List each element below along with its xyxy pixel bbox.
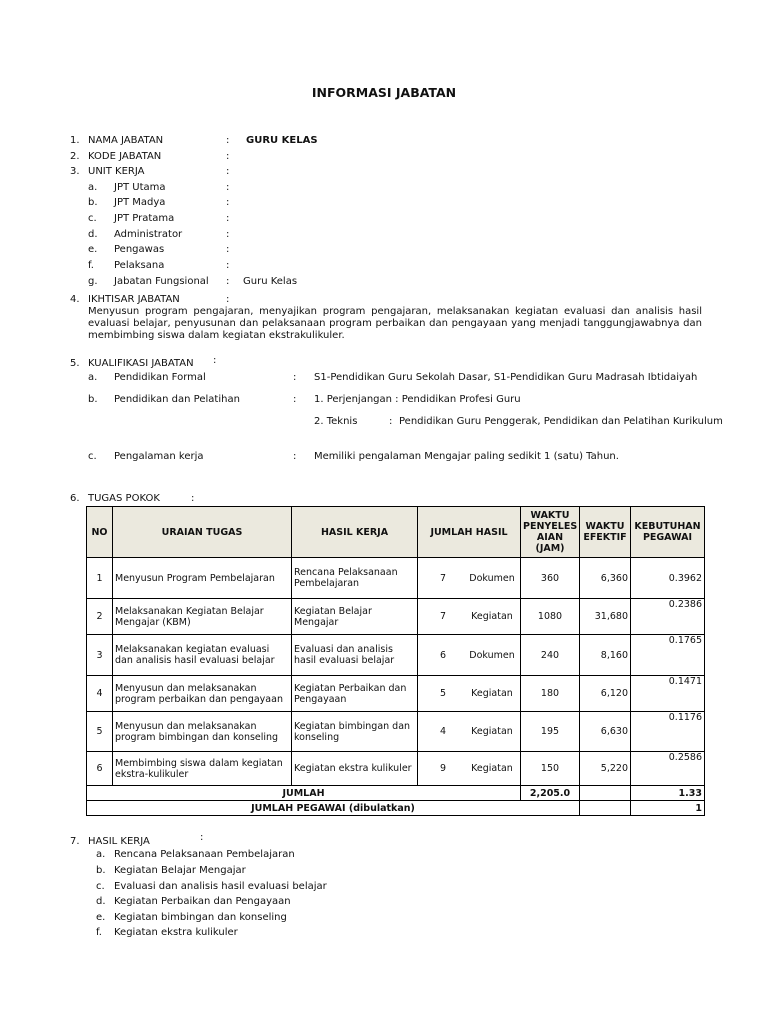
row-kebutuhan: 0.1471: [631, 676, 705, 712]
jumlah-efektif-empty: [580, 786, 631, 801]
row-jumlah: 7: [439, 572, 447, 584]
row-no: 2: [87, 599, 113, 635]
teknis-value: Pendidikan Guru Penggerak, Pendidikan dan Pelatihan Kurikulum: [399, 416, 723, 427]
item-colon: :: [226, 213, 230, 224]
item-label: Administrator: [114, 229, 183, 240]
row-jumlah: 9: [439, 763, 447, 774]
row-kebutuhan: 0.1765: [631, 635, 705, 676]
row-hasil: Kegiatan bimbingan dan konseling: [292, 712, 418, 752]
row-satuan: Dokumen: [469, 649, 515, 661]
hasil-kerja-item: Rencana Pelaksanaan Pembelajaran: [114, 849, 295, 860]
row-efektif: 6,360: [580, 558, 631, 599]
jumlah-pegawai-row: [87, 801, 705, 816]
header-uraian-tugas: URAIAN TUGAS: [113, 507, 292, 558]
item-colon: :: [293, 451, 297, 462]
item-letter: c.: [88, 451, 97, 462]
row-uraian: Menyusun dan melaksanakan program perbaikan dan pengayaan: [113, 676, 292, 712]
row-waktu: 1080: [521, 599, 580, 635]
item-letter: b.: [88, 394, 98, 405]
row-uraian: Menyusun dan melaksanakan program bimbingan dan konseling: [113, 712, 292, 752]
table-row: [87, 558, 705, 599]
row-satuan: Kegiatan: [471, 763, 513, 774]
row-satuan: Kegiatan: [471, 726, 513, 737]
row-satuan: Kegiatan: [471, 688, 513, 699]
tugas-pokok-table: [86, 506, 705, 816]
item-number: 3.: [70, 166, 80, 177]
header-hasil-kerja: HASIL KERJA: [292, 507, 418, 558]
row-waktu: 150: [521, 752, 580, 786]
header-waktu-efektif: WAKTU EFEKTIF: [580, 507, 631, 558]
item-colon: :: [226, 260, 230, 271]
item-letter: e.: [96, 912, 106, 923]
jumlah-pegawai-value: 1: [631, 801, 705, 816]
row-satuan: Dokumen: [469, 572, 515, 584]
table-row: [87, 712, 705, 752]
item-label: Jabatan Fungsional: [114, 276, 209, 287]
teknis-label: 2. Teknis: [314, 416, 358, 427]
item-label: JPT Madya: [114, 197, 166, 208]
section-colon: :: [226, 294, 230, 305]
hasil-kerja-item: Kegiatan ekstra kulikuler: [114, 927, 238, 938]
row-efektif: 5,220: [580, 752, 631, 786]
jumlah-pegawai-label: JUMLAH PEGAWAI (dibulatkan): [87, 801, 580, 816]
item-letter: b.: [88, 197, 98, 208]
row-jumlah-cell: [418, 558, 521, 599]
pendidikan-formal-value: S1-Pendidikan Guru Sekolah Dasar, S1-Pendidikan Guru Madrasah Ibtidaiyah: [314, 372, 698, 383]
item-letter: a.: [88, 182, 98, 193]
section-number: 6.: [70, 493, 80, 504]
item-colon: :: [226, 166, 230, 177]
hasil-kerja-item: Kegiatan Belajar Mengajar: [114, 865, 246, 876]
section-colon: :: [213, 355, 217, 366]
header-waktu-penyelesaian: WAKTU PENYELES AIAN (JAM): [521, 507, 580, 558]
row-hasil: Kegiatan ekstra kulikuler: [292, 752, 418, 786]
row-waktu: 180: [521, 676, 580, 712]
item-colon: :: [226, 151, 230, 162]
item-colon: :: [293, 394, 297, 405]
item-label: NAMA JABATAN: [88, 135, 164, 146]
row-hasil: Rencana Pelaksanaan Pembelajaran: [292, 558, 418, 599]
jumlah-label: JUMLAH: [87, 786, 521, 801]
item-colon: :: [226, 229, 230, 240]
jumlah-pegawai-empty: [580, 801, 631, 816]
jumlah-row: [87, 786, 705, 801]
item-letter: g.: [88, 276, 98, 287]
item-label: UNIT KERJA: [88, 166, 145, 177]
pengalaman-kerja-label: Pengalaman kerja: [114, 451, 204, 462]
section-label: HASIL KERJA: [88, 836, 150, 847]
row-uraian: Menyusun Program Pembelajaran: [113, 558, 292, 599]
ikhtisar-text: Menyusun program pengajaran, menyajikan program pengajaran, melaksanakan kegiatan evaluasi dan analisis hasil evaluasi belajar, penyusunan dan pelaksanaan program perbaikan dan pengayaan yang menjadi tanggungjawabnya dan membimbing siswa dalam kegiatan ekstrakulikuler.: [88, 306, 702, 341]
jumlah-waktu: 2,205.0: [521, 786, 580, 801]
item-label: Pelaksana: [114, 260, 165, 271]
section-colon: :: [191, 493, 195, 504]
section-label: TUGAS POKOK: [88, 493, 160, 504]
row-hasil: Kegiatan Perbaikan dan Pengayaan: [292, 676, 418, 712]
row-no: 3: [87, 635, 113, 676]
row-uraian: Membimbing siswa dalam kegiatan ekstra-kulikuler: [113, 752, 292, 786]
row-jumlah: 5: [439, 688, 447, 699]
pendidikan-formal-label: Pendidikan Formal: [114, 372, 206, 383]
row-uraian: Melaksanakan kegiatan evaluasi dan analisis hasil evaluasi belajar: [113, 635, 292, 676]
row-jumlah-cell: [418, 752, 521, 786]
row-hasil: Evaluasi dan analisis hasil evaluasi belajar: [292, 635, 418, 676]
perjenjangan-value: 1. Perjenjangan : Pendidikan Profesi Guru: [314, 394, 521, 405]
row-jumlah-cell: [418, 712, 521, 752]
pengalaman-kerja-value: Memiliki pengalaman Mengajar paling sedikit 1 (satu) Tahun.: [314, 451, 619, 462]
row-no: 5: [87, 712, 113, 752]
item-letter: a.: [96, 849, 106, 860]
row-no: 4: [87, 676, 113, 712]
section-label: KUALIFIKASI JABATAN: [88, 358, 194, 369]
item-label: JPT Utama: [114, 182, 166, 193]
section-number: 7.: [70, 836, 80, 847]
row-kebutuhan: 0.3962: [631, 558, 705, 599]
row-no: 6: [87, 752, 113, 786]
item-colon: :: [226, 244, 230, 255]
item-colon: :: [226, 182, 230, 193]
table-header-row: [87, 507, 705, 558]
row-waktu: 360: [521, 558, 580, 599]
item-letter: e.: [88, 244, 98, 255]
row-waktu: 195: [521, 712, 580, 752]
item-letter: c.: [96, 881, 105, 892]
item-letter: d.: [96, 896, 106, 907]
item-colon: :: [226, 135, 230, 146]
row-jumlah: 4: [439, 726, 447, 737]
row-kebutuhan: 0.2586: [631, 752, 705, 786]
row-efektif: 6,120: [580, 676, 631, 712]
table-row: [87, 599, 705, 635]
row-efektif: 31,680: [580, 599, 631, 635]
row-satuan: Kegiatan: [471, 611, 513, 622]
item-label: JPT Pratama: [114, 213, 175, 224]
row-efektif: 8,160: [580, 635, 631, 676]
item-number: 1.: [70, 135, 80, 146]
item-colon: :: [293, 372, 297, 383]
item-letter: f.: [96, 927, 102, 938]
pendidikan-pelatihan-label: Pendidikan dan Pelatihan: [114, 394, 240, 405]
table-row: [87, 752, 705, 786]
item-label: Pengawas: [114, 244, 165, 255]
item-letter: f.: [88, 260, 94, 271]
hasil-kerja-item: Kegiatan Perbaikan dan Pengayaan: [114, 896, 291, 907]
item-letter: d.: [88, 229, 98, 240]
item-value: Guru Kelas: [243, 276, 298, 287]
item-label: KODE JABATAN: [88, 151, 162, 162]
row-uraian: Melaksanakan Kegiatan Belajar Mengajar (KBM): [113, 599, 292, 635]
item-colon: :: [226, 197, 230, 208]
item-value: GURU KELAS: [246, 135, 318, 146]
jumlah-kebutuhan: 1.33: [631, 786, 705, 801]
item-colon: :: [226, 276, 230, 287]
section-colon: :: [200, 832, 204, 843]
row-efektif: 6,630: [580, 712, 631, 752]
row-kebutuhan: 0.1176: [631, 712, 705, 752]
row-jumlah-cell: [418, 635, 521, 676]
row-jumlah: 7: [439, 611, 447, 622]
row-no: 1: [87, 558, 113, 599]
section-number: 4.: [70, 294, 80, 305]
item-letter: c.: [88, 213, 97, 224]
row-hasil: Kegiatan Belajar Mengajar: [292, 599, 418, 635]
teknis-colon: :: [389, 416, 393, 427]
table-row: [87, 635, 705, 676]
hasil-kerja-item: Evaluasi dan analisis hasil evaluasi belajar: [114, 881, 327, 892]
row-waktu: 240: [521, 635, 580, 676]
item-letter: a.: [88, 372, 98, 383]
section-number: 5.: [70, 358, 80, 369]
header-jumlah-hasil: JUMLAH HASIL: [418, 507, 521, 558]
table-row: [87, 676, 705, 712]
document-title: INFORMASI JABATAN: [311, 85, 457, 100]
section-label: IKHTISAR JABATAN: [88, 294, 180, 305]
item-number: 2.: [70, 151, 80, 162]
header-no: NO: [87, 507, 113, 558]
item-letter: b.: [96, 865, 106, 876]
row-jumlah-cell: [418, 599, 521, 635]
hasil-kerja-item: Kegiatan bimbingan dan konseling: [114, 912, 287, 923]
row-jumlah-cell: [418, 676, 521, 712]
row-jumlah: 6: [439, 649, 447, 661]
header-kebutuhan-pegawai: KEBUTUHAN PEGAWAI: [631, 507, 705, 558]
row-kebutuhan: 0.2386: [631, 599, 705, 635]
